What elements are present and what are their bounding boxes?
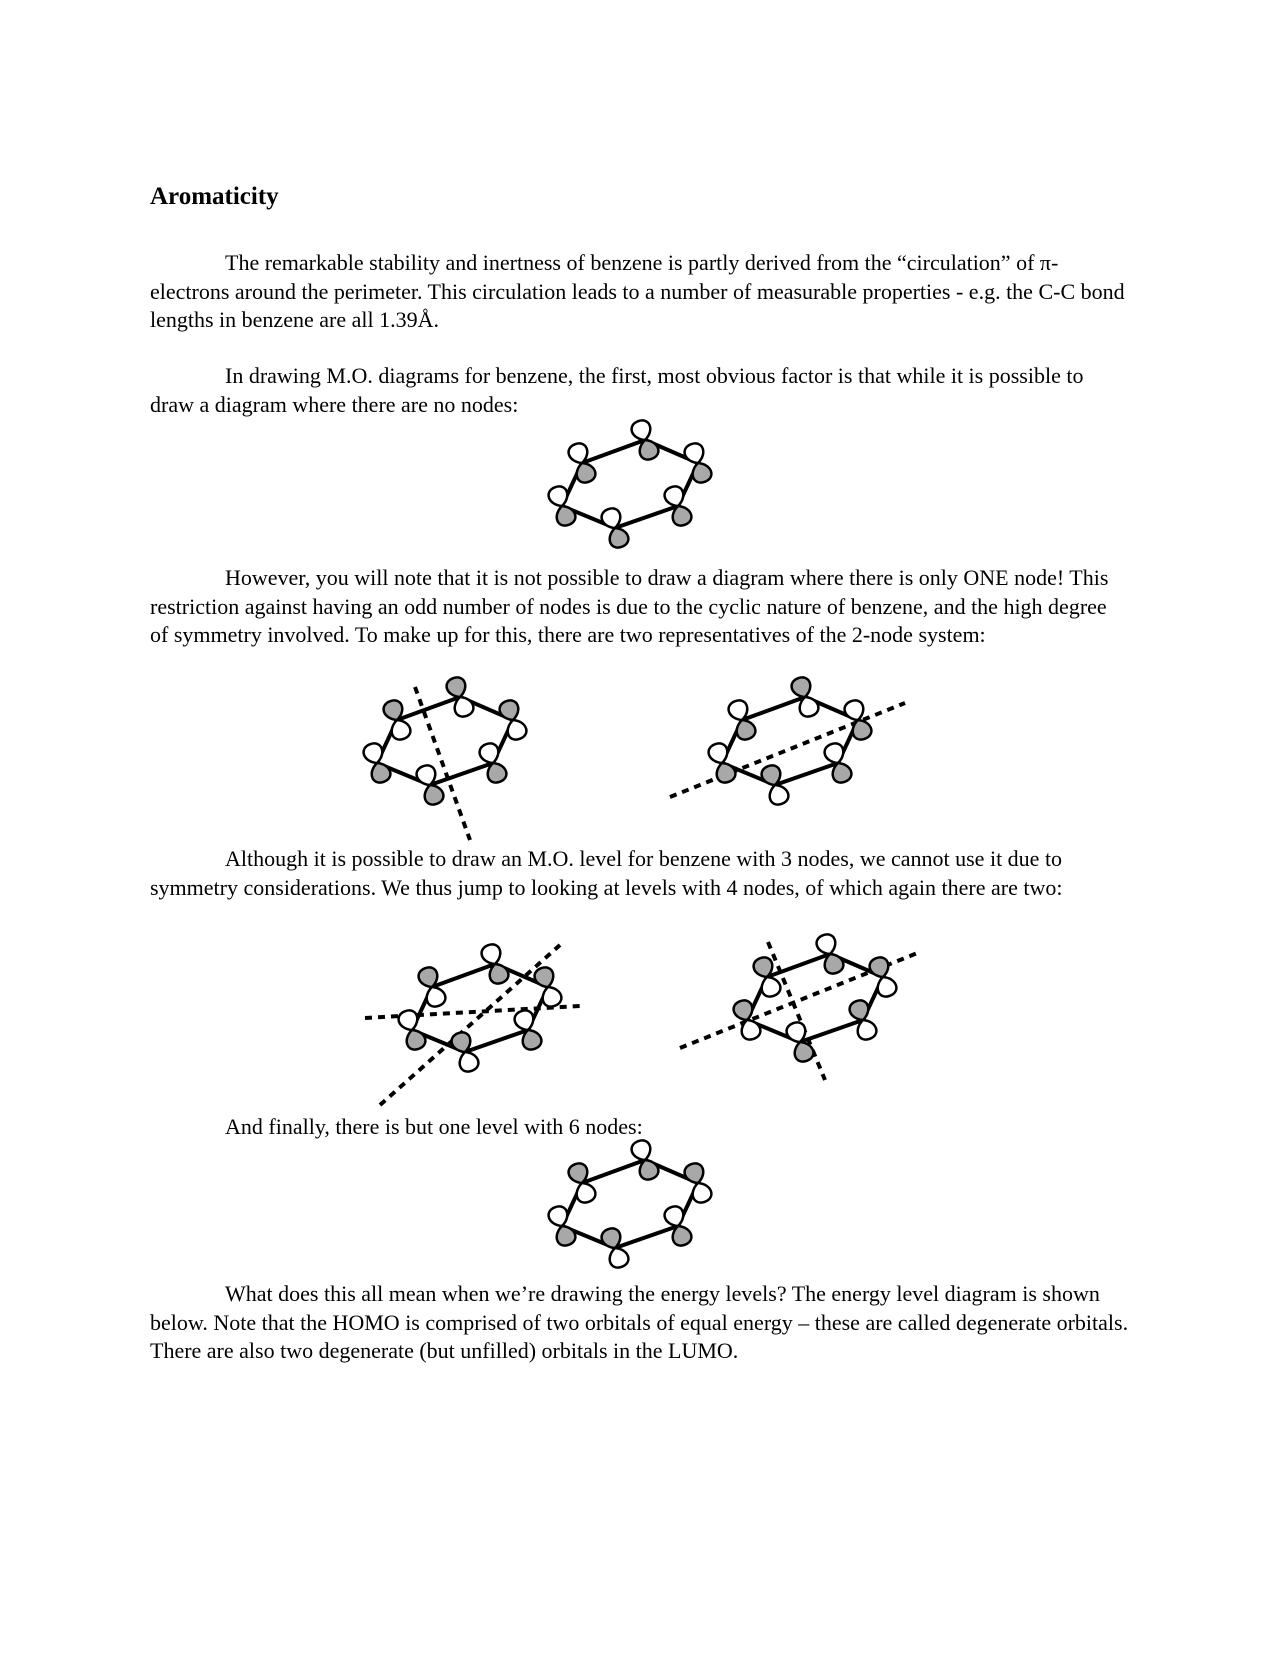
p-orbital: [449, 1030, 480, 1074]
p-orbital: [566, 1161, 597, 1205]
paragraph-energy-levels: What does this all mean when we’re drawing the energy levels? The energy level diagram is shown below. Note that the HOMO is comprised of two orbitals of equal energy – these are called degenerate orbitals. There are also two degenerate (but unfilled) orbitals in the LUMO.: [150, 1281, 1129, 1363]
orbital-lobe-top: [662, 1204, 686, 1229]
node-plane: [670, 703, 905, 797]
paragraph-circulation: The remarkable stability and inertness of benzene is partly derived from the “circulation” of π-electrons around the perimeter. This circulation leads to a number of measurable properties - e.g. the C-C bond lengths in benzene are all 1.39Å.: [150, 250, 1125, 332]
p-orbital: [497, 698, 528, 742]
orbital-lobe-bottom: [758, 974, 782, 999]
orbital-lobe-bottom: [606, 1245, 630, 1270]
orbital-lobe-bottom: [368, 760, 392, 785]
p-orbital: [751, 955, 782, 999]
orbital-lobe-bottom: [388, 717, 412, 742]
p-orbital: [726, 698, 757, 742]
orbital-lobe-top: [532, 965, 556, 990]
p-orbital: [416, 965, 447, 1009]
mo-diagram-two-nodes-a: [355, 685, 555, 845]
orbital-lobe-bottom: [456, 1049, 480, 1074]
orbital-lobe-bottom: [573, 460, 597, 485]
p-orbital: [414, 763, 445, 807]
p-orbital: [847, 998, 878, 1042]
orbital-lobe-top: [682, 441, 706, 466]
p-orbital: [789, 675, 820, 719]
orbital-lobe-bottom: [849, 717, 873, 742]
mo-diagram-zero-nodes: [540, 428, 740, 560]
orbital-lobe-bottom: [713, 760, 737, 785]
orbital-lobe-top: [512, 1008, 536, 1033]
orbital-lobe-top: [629, 418, 653, 443]
orbital-lobe-bottom: [403, 1027, 427, 1052]
orbital-lobe-bottom: [791, 1039, 815, 1064]
p-orbital: [599, 1226, 630, 1270]
mo-diagram-six-nodes: [540, 1148, 740, 1280]
orbital-lobe-bottom: [733, 717, 757, 742]
p-orbital: [706, 741, 737, 785]
orbital-lobe-top: [847, 998, 871, 1023]
orbital-lobe-top: [546, 1204, 570, 1229]
orbital-lobe-bottom: [553, 503, 577, 528]
p-orbital: [842, 698, 873, 742]
p-orbital: [731, 998, 762, 1042]
node-plane: [365, 1006, 580, 1018]
orbital-lobe-top: [682, 1161, 706, 1186]
p-orbital: [822, 741, 853, 785]
orbital-lobe-bottom: [606, 525, 630, 550]
orbital-lobe-top: [497, 698, 521, 723]
orbital-lobe-top: [444, 675, 468, 700]
orbital-lobe-top: [789, 675, 813, 700]
orbital-lobe-top: [867, 955, 891, 980]
orbital-lobe-top: [731, 998, 755, 1023]
orbital-lobe-bottom: [423, 984, 447, 1009]
mo-diagram-two-nodes-b: [660, 685, 920, 835]
orbital-lobe-bottom: [738, 1017, 762, 1042]
orbital-lobe-top: [396, 1008, 420, 1033]
p-orbital: [629, 1138, 660, 1182]
orbital-lobe-bottom: [573, 1180, 597, 1205]
p-orbital: [361, 741, 392, 785]
paragraph-six-nodes: And finally, there is but one level with 6 nodes:: [225, 1114, 643, 1139]
p-orbital: [682, 441, 713, 485]
p-orbital: [662, 484, 693, 528]
paragraph-no-nodes: In drawing M.O. diagrams for benzene, the first, most obvious factor is that while it is possible to draw a diagram where there are no nodes:: [150, 363, 1084, 417]
paragraph-two-nodes: However, you will note that it is not possible to draw a diagram where there is only ONE node! This restriction against having an odd number of nodes is due to the cyclic nature of benzene, and the high degree of symmetry involved. To make up for this, there are two representatives of the 2-node system:: [150, 565, 1109, 647]
orbital-lobe-top: [814, 932, 838, 957]
orbital-lobe-bottom: [553, 1223, 577, 1248]
p-orbital: [477, 741, 508, 785]
orbital-lobe-top: [662, 484, 686, 509]
p-orbital: [867, 955, 898, 999]
p-orbital: [566, 441, 597, 485]
orbital-lobe-top: [546, 484, 570, 509]
p-orbital: [479, 942, 510, 986]
mo-diagram-four-nodes-a: [360, 940, 590, 1110]
page-title: Aromaticity: [150, 183, 279, 210]
p-orbital: [629, 418, 660, 462]
p-orbital: [512, 1008, 543, 1052]
orbital-lobe-bottom: [504, 717, 528, 742]
p-orbital: [814, 932, 845, 976]
p-orbital: [662, 1204, 693, 1248]
orbital-lobe-bottom: [421, 782, 445, 807]
paragraph-four-nodes: Although it is possible to draw an M.O. level for benzene with 3 nodes, we cannot use it due to symmetry considerations. We thus jump to looking at levels with 4 nodes, of which again there are two:: [150, 846, 1063, 900]
orbital-lobe-top: [629, 1138, 653, 1163]
orbital-lobe-top: [477, 741, 501, 766]
p-orbital: [759, 763, 790, 807]
p-orbital: [381, 698, 412, 742]
orbital-lobe-top: [361, 741, 385, 766]
orbital-lobe-top: [822, 741, 846, 766]
p-orbital: [599, 506, 630, 550]
p-orbital: [546, 1204, 577, 1248]
orbital-lobe-bottom: [689, 460, 713, 485]
p-orbital: [532, 965, 563, 1009]
orbital-lobe-top: [706, 741, 730, 766]
p-orbital: [444, 675, 475, 719]
p-orbital: [546, 484, 577, 528]
mo-diagram-four-nodes-b: [670, 940, 930, 1090]
orbital-lobe-bottom: [766, 782, 790, 807]
p-orbital: [682, 1161, 713, 1205]
orbital-lobe-bottom: [874, 974, 898, 999]
orbital-lobe-bottom: [689, 1180, 713, 1205]
orbital-lobe-top: [479, 942, 503, 967]
